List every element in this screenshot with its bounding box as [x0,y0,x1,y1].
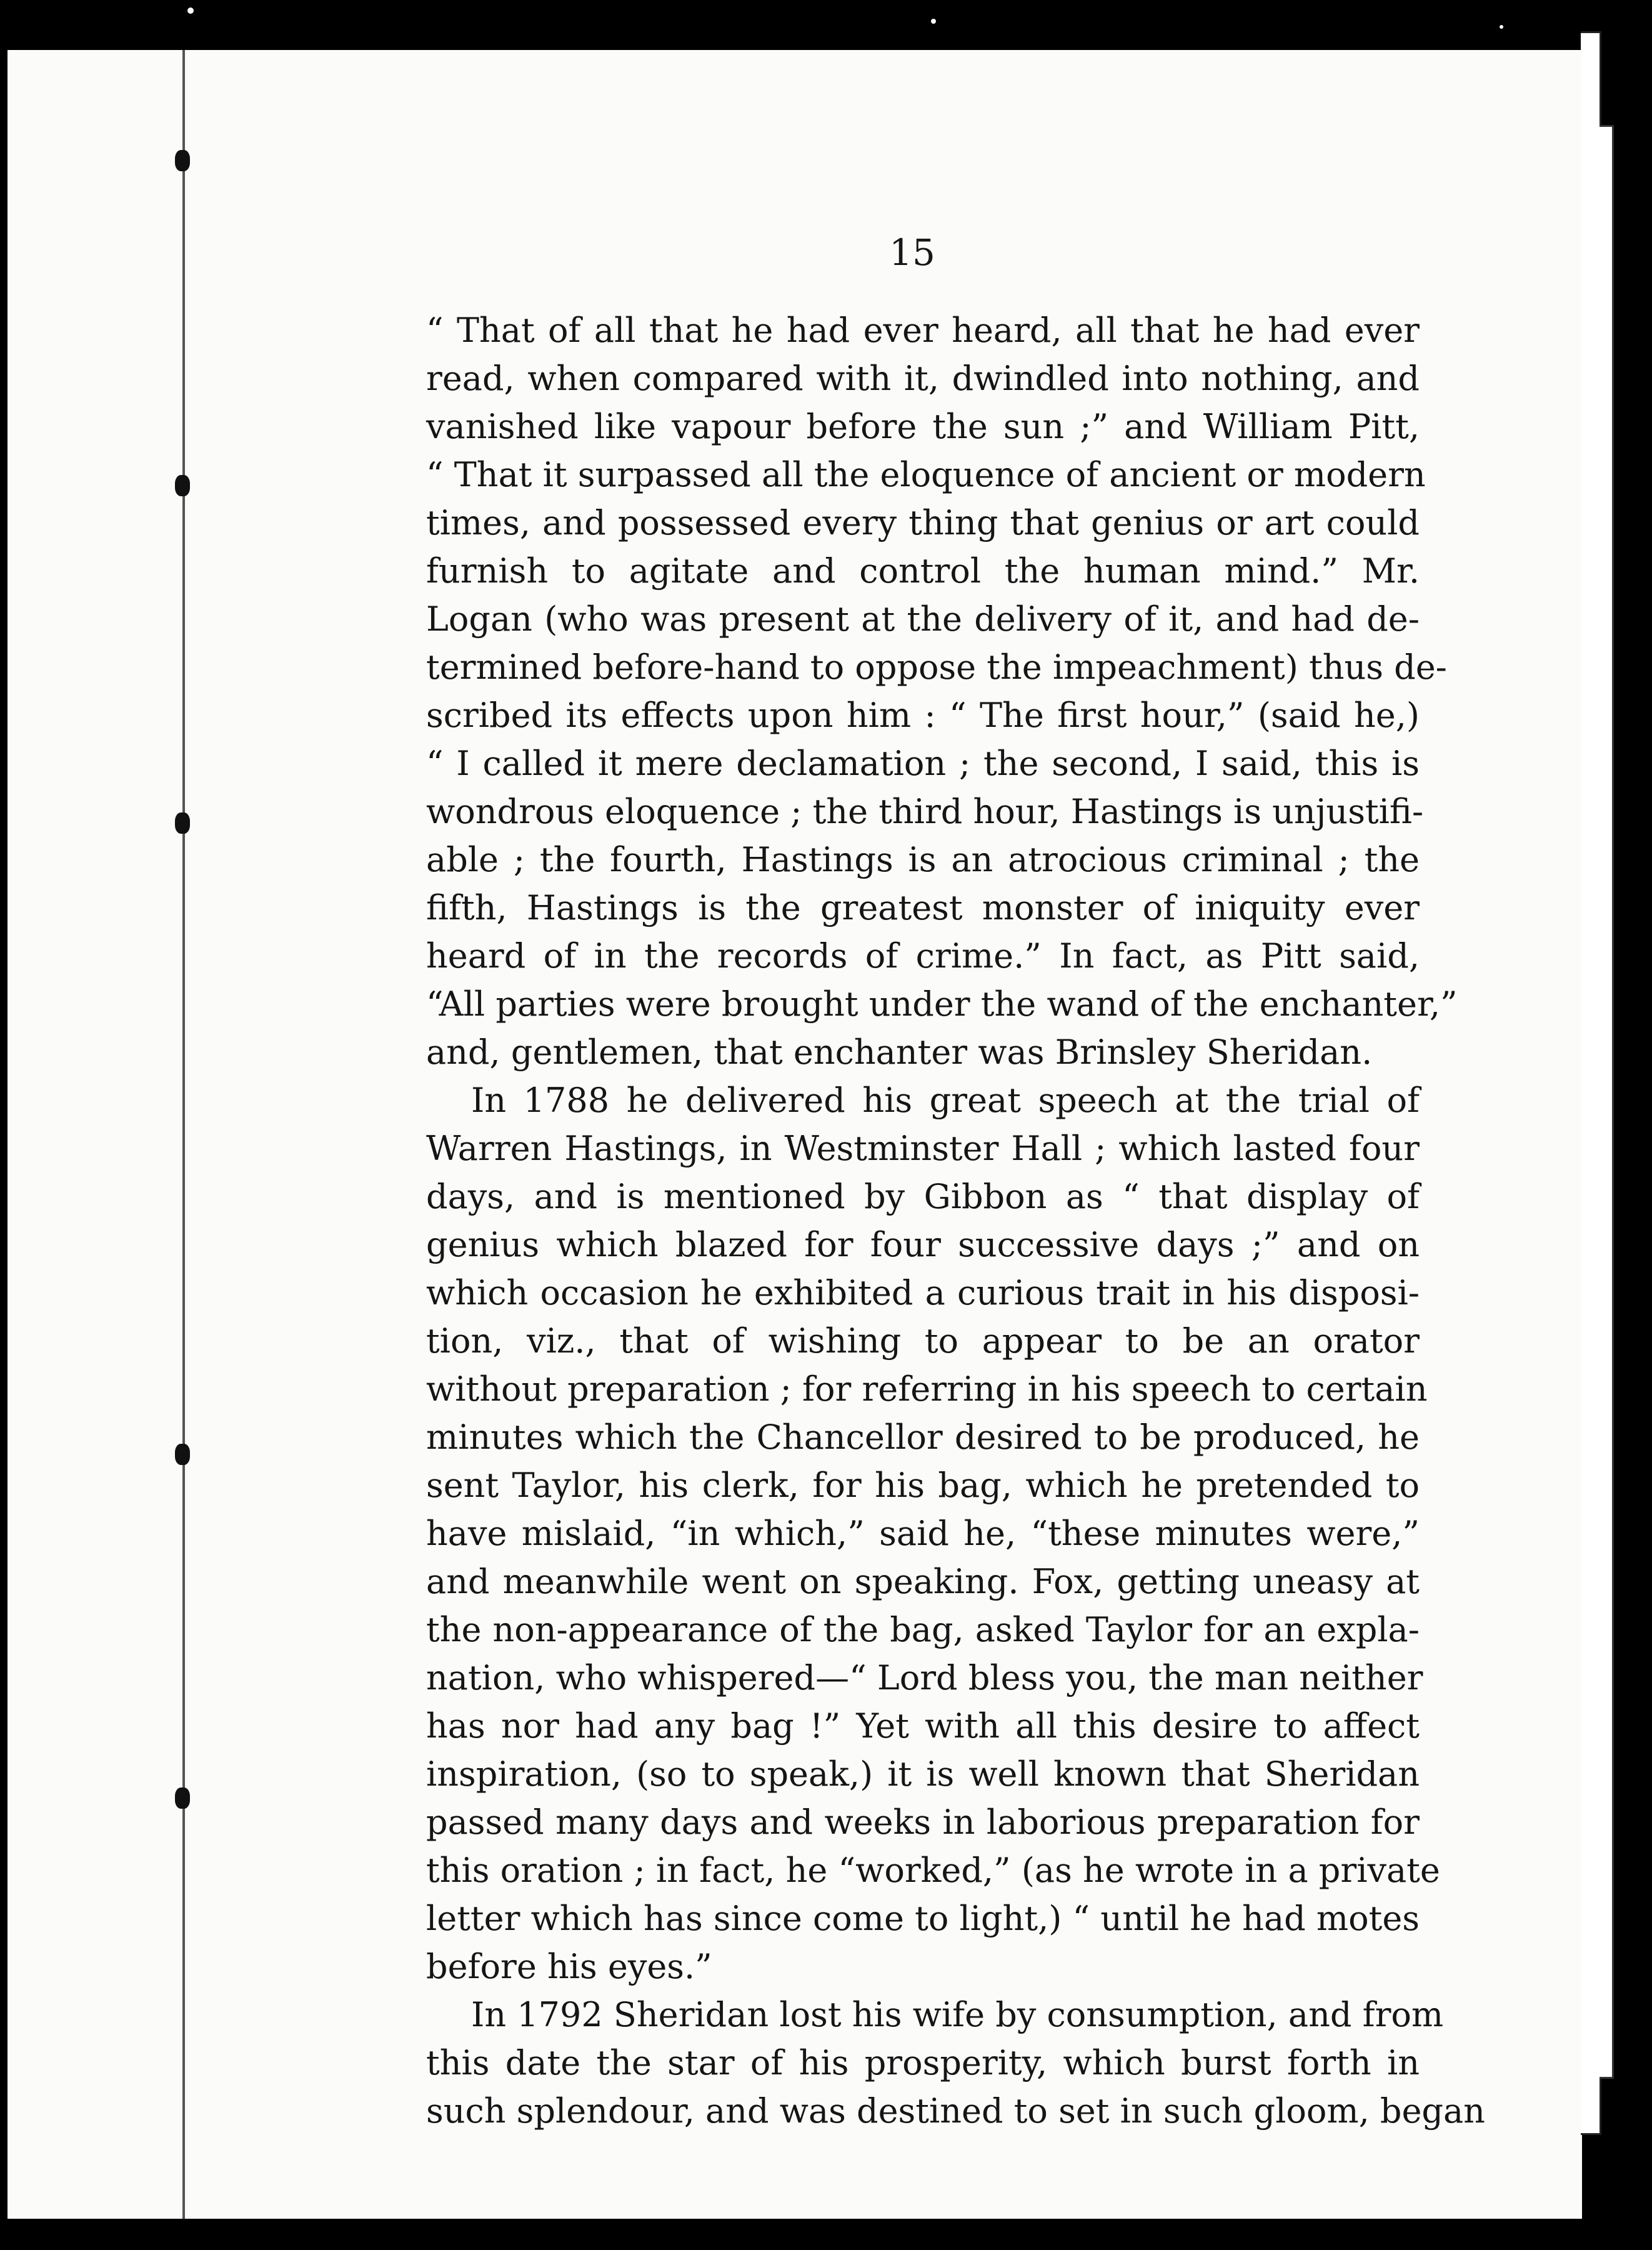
text-line: such splendour, and was destined to set in such gloom, began [426,2091,1485,2131]
text-line: Warren Hastings, in Westminster Hall ; which lasted four [426,1129,1420,1168]
paragraph [426,306,1458,1076]
text-line: heard of in the records of crime.” In fact, as Pitt said, [426,936,1420,976]
text-line: “ That it surpassed all the eloquence of ancient or modern [426,455,1426,494]
text-line: has nor had any bag !” Yet with all this desire to affect [426,1706,1420,1746]
text-line: “All parties were brought under the wand of the enchanter,” [426,984,1458,1024]
scan-speck [1500,25,1503,29]
binding-mark [175,1788,190,1809]
text-line: In 1788 he delivered his great speech at the trial of [471,1081,1420,1120]
body-text [426,306,1485,2135]
paragraph [426,1991,1485,2135]
text-line: “ That of all that he had ever heard, all that he had ever [426,311,1420,350]
text-line: minutes which the Chancellor desired to be produced, he [426,1418,1420,1457]
text-line: this oration ; in fact, he “worked,” (as he wrote in a private [426,1851,1440,1890]
text-line: passed many days and weeks in laborious preparation for [426,1802,1420,1842]
text-line: sent Taylor, his clerk, for his bag, which he pretended to [426,1466,1420,1505]
text-line: and, gentlemen, that enchanter was Brinsley Sheridan. [426,1032,1373,1072]
page-edge-right-outer [1600,125,1614,2079]
text-line: inspiration, (so to speak,) it is well known that Sheridan [426,1754,1420,1794]
text-line: fifth, Hastings is the greatest monster of iniquity ever [426,888,1420,928]
text-line: In 1792 Sheridan lost his wife by consumption, and from [471,1995,1444,2034]
scan-speck [931,19,936,24]
text-line: days, and is mentioned by Gibbon as “ that display of [426,1177,1420,1216]
page-number: 15 [889,231,935,274]
scan-speck [187,8,194,14]
binding-mark [175,475,190,496]
text-line: have mislaid, “in which,” said he, “these minutes were,” [426,1514,1420,1553]
text-line: tion, viz., that of wishing to appear to be an orator [426,1321,1420,1361]
text-line: times, and possessed every thing that genius or art could [426,503,1420,542]
text-line: before his eyes.” [426,1947,712,1986]
page-edge-right [1581,31,1601,2135]
text-line: Logan (who was present at the delivery of it, and had de- [426,599,1420,639]
text-line: wondrous eloquence ; the third hour, Hastings is unjustifi- [426,792,1424,831]
text-line: nation, who whispered—“ Lord bless you, the man neither [426,1658,1423,1698]
text-line: “ I called it mere declamation ; the second, I said, this is [426,744,1420,783]
text-line: termined before-hand to oppose the impeachment) thus de- [426,648,1447,687]
text-line: this date the star of his prosperity, which burst forth in [426,2043,1420,2082]
text-line: the non-appearance of the bag, asked Taylor for an expla- [426,1610,1420,1649]
text-line: and meanwhile went on speaking. Fox, getting uneasy at [426,1562,1420,1601]
text-line: vanished like vapour before the sun ;” and William Pitt, [426,407,1420,446]
text-line: letter which has since come to light,) “ until he had motes [426,1899,1420,1938]
text-line: which occasion he exhibited a curious trait in his disposi- [426,1273,1420,1312]
text-line: furnish to agitate and control the human mind.” Mr. [426,551,1420,591]
binding-mark [175,1444,190,1465]
text-line: without preparation ; for referring in his speech to certain [426,1369,1428,1409]
text-line: read, when compared with it, dwindled into nothing, and [426,359,1420,398]
text-line: genius which blazed for four successive days ;” and on [426,1225,1420,1264]
binding-fold [182,50,185,2219]
text-line: scribed its effects upon him : “ The first hour,” (said he,) [426,696,1420,735]
binding-mark [175,812,190,834]
paragraph [426,1076,1440,1991]
text-line: able ; the fourth, Hastings is an atrocious criminal ; the [426,840,1420,879]
binding-mark [175,150,190,171]
